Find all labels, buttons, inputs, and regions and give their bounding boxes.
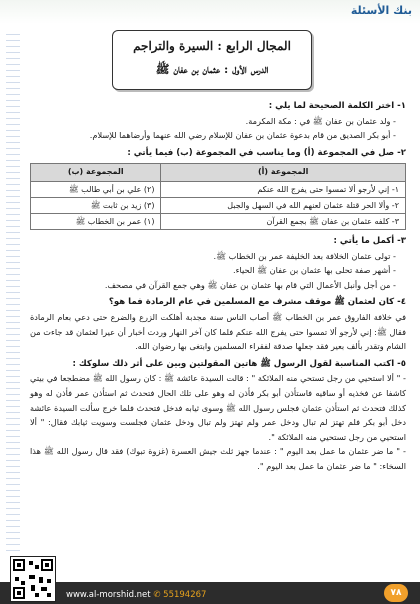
lesson-title: الدرس الأول : عثمان بن عفان ﷺ bbox=[155, 62, 269, 76]
matching-table bbox=[30, 163, 406, 230]
q4-heading: ٤- كان لعثمان ﷺ موقف مشرف مع المسلمين في عام الرمادة فما هو؟ bbox=[108, 297, 406, 308]
website-url: www.al-morshid.net bbox=[66, 590, 151, 600]
q5-answer-1: - " ألا استحيي من رجل تستحي منه الملائكة " : قالت السيدة عائشة ﷺ : كان رسول الله ﷺ مضطجعا في بيتي كاشفا عن فخذيه أو ساقيه فاستأذن أبو بكر فأذن له وهو على تلك الحال فتحدث ثم استأذن عمر فأذن له وهو كذلك فتحدث ثم استأذن عثمان فجلس رسول الله ﷺ وسوى ثيابه فدخل فتحدث فلما خرج سألت السيدة عائشة دخل أبو بكر فلم تهتز لم تبال ودخل عمر ولم تهتز ولم تبال ودخل عثمان فجلست وسويت ثيابك فقال: " ألا استحيي من رجل تستحيي منه الملائكة ". bbox=[30, 373, 406, 442]
q5-heading: ٥- اكتب المناسبة لقول الرسول ﷺ هاتين المقولتين وبين على أثر ذلك سلوكك : bbox=[72, 358, 406, 369]
section-label: بنك الأسئلة bbox=[350, 4, 412, 17]
q3-item-2: - أشهر صفة تحلى بها عثمان بن عفان ﷺ الحياء. bbox=[233, 265, 396, 276]
col-a-header: المجموعة (أ) bbox=[161, 164, 406, 182]
page-number-badge: ٧٨ bbox=[384, 584, 408, 602]
phone-icon: ✆ bbox=[153, 590, 161, 600]
table-cell-a: ٣- كلفه عثمان بن عفان ﷺ بجمع القرآن bbox=[161, 213, 406, 229]
table-cell-a: ٢- وألا الحر قتلة عثمان لعنهم الله في السهل والجبل bbox=[161, 197, 406, 213]
q4-answer: في خلافة الفاروق عمر بن الخطاب ﷺ أصاب الناس سنة مجدبة أهلكت الزرع والضرع حتى دعي بعام الرمادة فقال ﷺ: إني لأرجو ألا تمسوا حتى يفرج الله عنكم فلما كان آخر النهار وردت أخبار أن عيرا لعثمان قد جاءت من الشام وتقدر بألف بعير فقد جعلها صدقة لفقراء المسلمين وابتغى بها رضوان الله. bbox=[30, 311, 406, 352]
lesson-title-box bbox=[112, 30, 312, 90]
q5-answer-2: - " ما ضر عثمان ما عمل بعد اليوم " : عندما جهز ثلث جيش العسرة (غزوة تبوك) فقد قال رسول الله ﷺ هذا السخاء: " ما ضر عثمان ما عمل بعد اليوم ". bbox=[30, 446, 406, 471]
phone-number: 55194267 bbox=[163, 590, 207, 600]
table-cell-b: (٣) زيد بن ثابت ﷺ bbox=[31, 197, 161, 213]
footer-website bbox=[66, 590, 206, 600]
q3-heading: ٣- أكمل ما يأتي : bbox=[333, 235, 406, 246]
table-header-row bbox=[31, 164, 406, 182]
q1-item-1: - ولد عثمان بن عفان ﷺ في : مكة المكرمة. bbox=[245, 115, 396, 126]
question-content bbox=[30, 96, 406, 473]
q3-item-1: - تولى عثمان الخلافة بعد الخليفة عمر بن الخطاب ﷺ. bbox=[213, 250, 396, 261]
col-b-header: المجموعة (ب) bbox=[31, 164, 161, 182]
q1-heading: ١- اختر الكلمة الصحيحة لما يلي : bbox=[268, 101, 406, 111]
q3-item-3: - من أجل وأنبل الأعمال التي قام بها عثمان بن عفان ﷺ وهي جمع القرآن في مصحف. bbox=[104, 279, 396, 290]
table-row bbox=[31, 197, 406, 213]
footer-bar bbox=[0, 582, 420, 604]
table-cell-b: (٢) علي بن أبي طالب ﷺ bbox=[31, 181, 161, 197]
q1-item-2: - أبو بكر الصديق من قام بدعوة عثمان بن عفان للإسلام رضي الله عنهما وأرضاهما للإسلام. bbox=[89, 130, 396, 141]
decorative-side-bars bbox=[6, 34, 20, 554]
table-row bbox=[31, 213, 406, 229]
table-cell-b: (١) عمر بن الخطاب ﷺ bbox=[31, 213, 161, 229]
q2-heading: ٢- صل في المجموعة (أ) وما يناسب في المجموعة (ب) فيما يأتي : bbox=[127, 147, 406, 158]
table-cell-a: ١- إني لأرجو ألا تمسوا حتى يفرج الله عنكم bbox=[161, 181, 406, 197]
table-row bbox=[31, 181, 406, 197]
unit-title: المجال الرابع : السيرة والتراجم bbox=[133, 39, 291, 53]
qr-code-icon bbox=[10, 556, 56, 602]
